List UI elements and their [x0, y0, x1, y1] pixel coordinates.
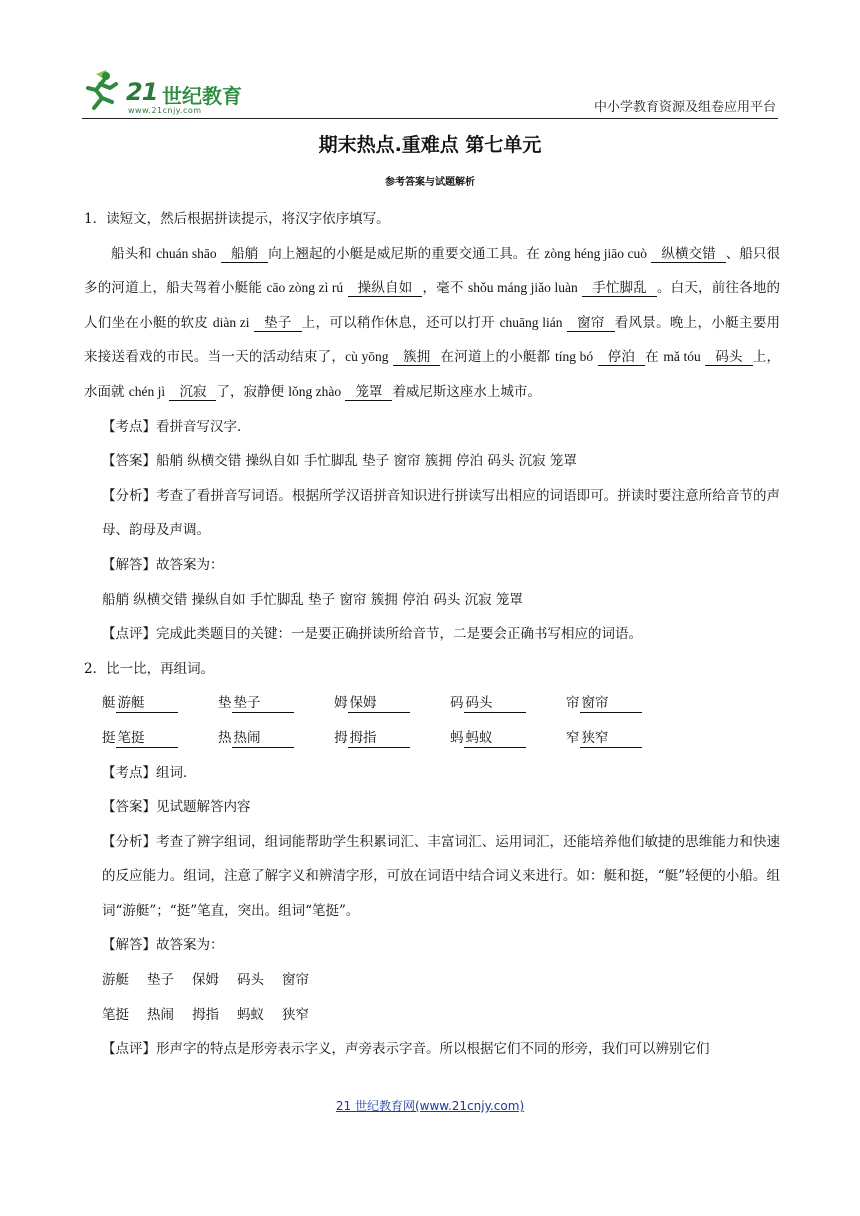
comment-text: 完成此类题目的关键：一是要正确拼读所给音节，二是要会正确书写相应的词语。 — [156, 626, 642, 643]
q1-passage — [84, 237, 780, 410]
q2-char: 艇 — [102, 695, 116, 712]
solution-tag: 【解答】 — [102, 556, 156, 573]
solution-word: 拇指 — [192, 1006, 219, 1023]
solution-word: 码头 — [237, 972, 264, 989]
answer-blank: 纵横交错 — [651, 246, 725, 263]
q2-cell — [102, 721, 218, 756]
q2-cell — [218, 721, 334, 756]
analysis-text: 考查了看拼音写词语。根据所学汉语拼音知识进行拼读写出相应的词语即可。拼读时要注意所给音节的声母、韵母及声调。 — [102, 487, 781, 539]
q2-char: 帘 — [566, 695, 580, 712]
q1-stem: 1．读短文，然后根据拼读提示，将汉字依序填写。 — [84, 211, 390, 227]
q2-row-2 — [84, 721, 780, 756]
runner-icon — [82, 68, 126, 112]
q2-word: 窗帘 — [580, 694, 642, 713]
q2-char: 垫 — [218, 695, 232, 712]
q2-answer — [84, 790, 780, 825]
q1-solution-line: 船艄 纵横交错 操纵自如 手忙脚乱 垫子 窗帘 簇拥 停泊 码头 沉寂 笼罩 — [102, 591, 523, 608]
q2-cell — [566, 721, 682, 756]
solution-word: 热闹 — [147, 1006, 174, 1023]
q1-answer — [84, 444, 780, 479]
passage-text: 着威尼斯这座水上城市。 — [392, 383, 541, 400]
q2-analysis — [84, 825, 780, 929]
pinyin-hint: chuán shāo — [156, 245, 217, 261]
q2-solution-row-2 — [84, 998, 780, 1033]
answer-blank: 停泊 — [598, 349, 645, 366]
pinyin-hint: cù yōng — [345, 349, 389, 365]
solution-word: 窗帘 — [282, 972, 309, 989]
answer-blank: 窗帘 — [567, 315, 615, 332]
answer-text: 船艄 纵横交错 操纵自如 手忙脚乱 垫子 窗帘 簇拥 停泊 码头 沉寂 笼罩 — [156, 453, 577, 470]
kaodian-text: 组词． — [156, 764, 197, 781]
q2-comment — [84, 1032, 780, 1067]
pinyin-hint: diàn zi — [212, 314, 250, 330]
q2-char: 窄 — [566, 729, 580, 746]
answer-blank: 操纵自如 — [348, 280, 423, 297]
passage-text: ，毫不 — [422, 280, 469, 297]
platform-name: 中小学教育资源及组卷应用平台 — [593, 100, 776, 115]
pinyin-hint: lǒng zhào — [288, 383, 342, 399]
q2-solution — [84, 928, 780, 963]
kaodian-tag: 【考点】 — [102, 418, 156, 435]
pinyin-hint: chén jì — [128, 383, 166, 399]
kaodian-text: 看拼音写汉字． — [156, 418, 251, 435]
solution-tag: 【解答】 — [102, 937, 156, 954]
pinyin-hint: cāo zòng zì rú — [266, 280, 344, 296]
passage-text: 、船只很多的河道上，船夫驾着小艇能 — [84, 245, 781, 297]
q2-word: 码头 — [464, 694, 526, 713]
comment-tag: 【点评】 — [102, 626, 156, 643]
q2-word: 游艇 — [116, 694, 178, 713]
solution-word: 游艇 — [102, 972, 129, 989]
pinyin-hint: shǒu máng jiǎo luàn — [468, 280, 578, 296]
q2-cell — [450, 721, 566, 756]
kaodian-tag: 【考点】 — [102, 764, 156, 781]
q2-cell — [334, 686, 450, 721]
answer-tag: 【答案】 — [102, 453, 156, 470]
q2-word: 热闹 — [232, 729, 294, 748]
passage-text: 在河道上的小艇都 — [440, 349, 555, 366]
q2-word: 拇指 — [348, 729, 410, 748]
passage-text: 向上翘起的小艇是威尼斯的重要交通工具。在 — [268, 245, 545, 262]
q2-word: 狭窄 — [580, 729, 642, 748]
passage-text: 看风景。晚上，小艇主要用来接送看戏的市民。当一天的活动结束了， — [84, 314, 781, 366]
footer-link[interactable]: 21 世纪教育网(www.21cnjy.com) — [335, 1099, 525, 1113]
analysis-tag: 【分析】 — [102, 487, 157, 504]
q2-char: 码 — [450, 695, 464, 712]
logo-text: 世纪教育 — [162, 84, 242, 108]
q1-solution — [84, 548, 780, 583]
answer-blank: 手忙脚乱 — [582, 280, 657, 297]
q2-stem: 2．比一比，再组词。 — [84, 660, 215, 677]
answer-blank: 船艄 — [221, 246, 268, 263]
q2-char: 蚂 — [450, 729, 464, 746]
pinyin-hint: mǎ tóu — [663, 349, 701, 365]
q2-cell — [218, 686, 334, 721]
q2-row-1 — [84, 686, 780, 721]
q2-char: 挺 — [102, 729, 116, 746]
passage-text — [343, 280, 347, 296]
solution-text: 故答案为： — [156, 937, 224, 954]
q2-char: 姆 — [334, 695, 348, 712]
passage-text: 船头和 — [111, 245, 157, 262]
page-footer — [0, 1097, 860, 1114]
answer-blank: 簇拥 — [393, 349, 440, 366]
answer-blank: 码头 — [705, 349, 752, 366]
q2-char: 热 — [218, 729, 232, 746]
page-title: 期末热点.重难点 第七单元 — [318, 134, 542, 156]
solution-word: 保姆 — [192, 972, 219, 989]
solution-word: 笔挺 — [102, 1006, 129, 1023]
analysis-tag: 【分析】 — [102, 833, 157, 850]
q2-cell — [334, 721, 450, 756]
q1-kaodian — [84, 410, 780, 445]
passage-text: 上，可以稍作休息，还可以打开 — [301, 314, 500, 331]
q2-word: 垫子 — [232, 694, 294, 713]
q2-cell — [450, 686, 566, 721]
q2-solution-row-1 — [84, 963, 780, 998]
q2-char: 拇 — [334, 729, 348, 746]
q2-cell — [102, 686, 218, 721]
q2-word: 笔挺 — [116, 729, 178, 748]
solution-word: 蚂蚁 — [237, 1006, 264, 1023]
answer-tag: 【答案】 — [102, 799, 156, 816]
passage-text: 了，寂静便 — [216, 383, 289, 400]
q1-comment — [84, 617, 780, 652]
answer-blank: 垫子 — [254, 315, 302, 332]
passage-text: 上，水面就 — [84, 349, 781, 400]
page-header — [82, 60, 778, 119]
passage-text — [593, 349, 598, 365]
site-logo[interactable] — [82, 68, 252, 114]
passage-text: 。白天，前往各地的人们坐在小艇的软皮 — [84, 280, 781, 331]
logo-url: www.21cnjy.com — [128, 106, 202, 115]
document-body — [84, 202, 780, 1067]
solution-text: 故答案为： — [156, 556, 224, 573]
q2-word: 蚂蚁 — [464, 729, 526, 748]
q2-cell — [566, 686, 682, 721]
solution-word: 垫子 — [147, 972, 174, 989]
pinyin-hint: chuāng lián — [499, 314, 563, 330]
solution-word: 狭窄 — [282, 1006, 309, 1023]
q1-analysis — [84, 479, 780, 548]
analysis-text: 考查了辨字组词，组词能帮助学生积累词汇、丰富词汇、运用词汇，还能培养他们敏捷的思维能力和快速的反应能力。组词，注意了解字义和辨清字形，可放在词语中结合词义来进行。如：艇和挺，“艇”轻便的小船。组词“游艇”；“挺”笔直，突出。组词“笔挺”。 — [102, 833, 781, 919]
passage-text: 在 — [645, 349, 664, 366]
comment-tag: 【点评】 — [102, 1041, 156, 1058]
answer-blank: 沉寂 — [169, 384, 216, 401]
logo-number: 21 — [126, 78, 158, 106]
pinyin-hint: tíng bó — [554, 349, 594, 365]
page-subtitle: 参考答案与试题解析 — [385, 177, 475, 188]
pinyin-hint: zòng héng jiāo cuò — [544, 245, 647, 261]
answer-blank: 笼罩 — [345, 384, 392, 401]
q2-kaodian — [84, 756, 780, 791]
comment-text: 形声字的特点是形旁表示字义，声旁表示字音。所以根据它们不同的形旁，我们可以辨别它们 — [156, 1041, 710, 1058]
answer-text: 见试题解答内容 — [156, 799, 251, 816]
q2-word: 保姆 — [348, 694, 410, 713]
